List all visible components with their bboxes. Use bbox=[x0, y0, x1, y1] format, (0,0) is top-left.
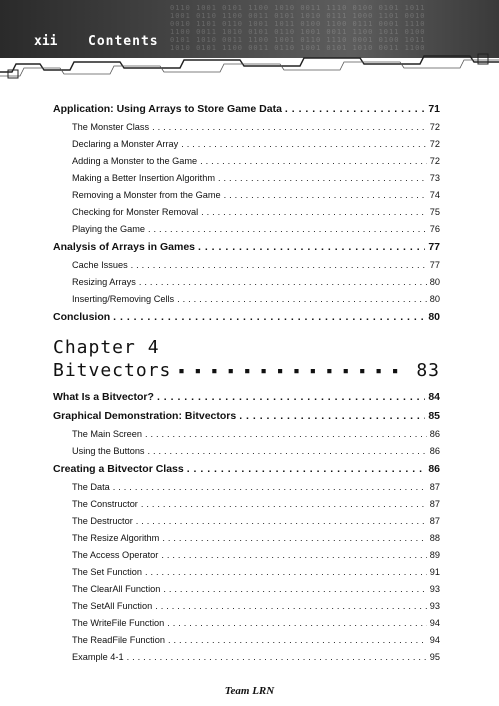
leader-dots bbox=[162, 530, 426, 547]
toc-entry-label: Conclusion bbox=[53, 311, 111, 323]
toc-entry-page: 86 bbox=[428, 463, 440, 475]
toc-entry-label: Playing the Game bbox=[72, 224, 146, 234]
toc-entry-subheading[interactable] bbox=[53, 221, 440, 238]
leader-dots bbox=[181, 136, 427, 153]
toc-entry-label: The Destructor bbox=[72, 516, 133, 526]
toc-entry-page: 72 bbox=[429, 156, 440, 166]
toc-entry-label: The Set Function bbox=[72, 567, 142, 577]
circuit-line-decoration bbox=[0, 40, 499, 82]
chapter-page: 83 bbox=[416, 360, 440, 381]
toc-entry-page: 95 bbox=[429, 652, 440, 662]
toc-entry-subheading[interactable] bbox=[53, 496, 440, 513]
toc-entry-label: Adding a Monster to the Game bbox=[72, 156, 198, 166]
toc-entry-subheading[interactable] bbox=[53, 426, 440, 443]
toc-entry-label: Example 4-1 bbox=[72, 652, 124, 662]
toc-entry-page: 93 bbox=[429, 601, 440, 611]
toc-entry-label: The Data bbox=[72, 482, 110, 492]
toc-entry-page: 72 bbox=[429, 139, 440, 149]
toc-entry-page: 80 bbox=[428, 311, 440, 323]
toc-entry-page: 85 bbox=[428, 410, 440, 422]
leader-dots bbox=[224, 187, 427, 204]
toc-entry-label: The Resize Algorithm bbox=[72, 533, 160, 543]
leader-dots bbox=[155, 598, 427, 615]
toc-entry-label: The SetAll Function bbox=[72, 601, 153, 611]
toc-entry-heading[interactable] bbox=[53, 460, 440, 479]
running-title: Contents bbox=[88, 34, 159, 49]
page-number: xii bbox=[34, 34, 58, 49]
toc-entry-label: Declaring a Monster Array bbox=[72, 139, 179, 149]
toc-entry-subheading[interactable] bbox=[53, 530, 440, 547]
toc-entry-page: 72 bbox=[429, 122, 440, 132]
toc-entry-label: The Monster Class bbox=[72, 122, 150, 132]
footer-text: Team LRN bbox=[224, 685, 275, 697]
leader-dots bbox=[145, 564, 427, 581]
toc-entry-subheading[interactable] bbox=[53, 136, 440, 153]
toc-entry-subheading[interactable] bbox=[53, 513, 440, 530]
chapter-label: Chapter 4 bbox=[53, 337, 160, 358]
toc-entry-heading[interactable] bbox=[53, 100, 440, 119]
toc-entry-label: Application: Using Arrays to Store Game Data bbox=[53, 103, 282, 115]
toc-entry-label: The Access Operator bbox=[72, 550, 159, 560]
toc-entry-label: Cache Issues bbox=[72, 260, 128, 270]
leader-dots bbox=[177, 291, 427, 308]
leader-dots bbox=[161, 547, 426, 564]
leader-dots bbox=[218, 170, 427, 187]
toc-entry-label: The ReadFile Function bbox=[72, 635, 165, 645]
toc-entry-page: 88 bbox=[429, 533, 440, 543]
toc-entry-subheading[interactable] bbox=[53, 547, 440, 564]
leader-dots bbox=[167, 615, 427, 632]
toc-entry-page: 77 bbox=[429, 260, 440, 270]
toc-entry-page: 94 bbox=[429, 635, 440, 645]
toc-entry-page: 91 bbox=[429, 567, 440, 577]
toc-entry-subheading[interactable] bbox=[53, 443, 440, 460]
leader-dots bbox=[187, 460, 426, 479]
toc-entry-label: Creating a Bitvector Class bbox=[53, 463, 184, 475]
toc-entry-label: The Constructor bbox=[72, 499, 138, 509]
toc-entry-page: 77 bbox=[428, 241, 440, 253]
toc-entry-subheading[interactable] bbox=[53, 479, 440, 496]
toc-entry-label: The WriteFile Function bbox=[72, 618, 165, 628]
toc-entry-label: The Main Screen bbox=[72, 429, 142, 439]
leader-dots bbox=[239, 407, 425, 426]
toc-entry-label: Making a Better Insertion Algorithm bbox=[72, 173, 215, 183]
toc-entry-heading[interactable] bbox=[53, 308, 440, 327]
toc-entry-subheading[interactable] bbox=[53, 153, 440, 170]
toc-entry-subheading[interactable] bbox=[53, 187, 440, 204]
toc-entry-heading[interactable] bbox=[53, 407, 440, 426]
toc-entry-subheading[interactable] bbox=[53, 615, 440, 632]
toc-entry-page: 73 bbox=[429, 173, 440, 183]
toc-entry-page: 86 bbox=[429, 446, 440, 456]
toc-entry-label: Using the Buttons bbox=[72, 446, 145, 456]
toc-entry-page: 87 bbox=[429, 499, 440, 509]
page-header bbox=[0, 0, 499, 82]
toc-entry-page: 87 bbox=[429, 516, 440, 526]
chapter-title: Bitvectors bbox=[53, 360, 172, 381]
toc-entry-label: The ClearAll Function bbox=[72, 584, 161, 594]
toc-entry-heading[interactable] bbox=[53, 238, 440, 257]
toc-entry-label: Graphical Demonstration: Bitvectors bbox=[53, 410, 237, 422]
leader-dots bbox=[148, 221, 427, 238]
toc-entry-page: 94 bbox=[429, 618, 440, 628]
toc-entry-page: 80 bbox=[429, 294, 440, 304]
leader-dots bbox=[201, 204, 427, 221]
toc-entry-subheading[interactable] bbox=[53, 204, 440, 221]
chapter-leader-dots bbox=[179, 359, 408, 383]
toc-entry-label: Inserting/Removing Cells bbox=[72, 294, 175, 304]
toc-entry-label: Resizing Arrays bbox=[72, 277, 136, 287]
leader-dots bbox=[285, 100, 425, 119]
toc-entry-page: 71 bbox=[428, 103, 440, 115]
toc-entry-subheading[interactable] bbox=[53, 274, 440, 291]
leader-dots bbox=[198, 238, 425, 257]
toc-entry-subheading[interactable] bbox=[53, 581, 440, 598]
toc-entry-page: 76 bbox=[429, 224, 440, 234]
leader-dots bbox=[168, 632, 427, 649]
toc-entry-subheading[interactable] bbox=[53, 170, 440, 187]
leader-dots bbox=[148, 443, 427, 460]
binary-pattern-decoration: 0110 1001 0101 1100 1010 0011 1110 0100 0101 1011 1001 0110 1100 0011 0101 1010 0111 1000 1101 0010 0010 1101 0110 1001 1011 0100 1100 0111 0001 1110 1100 0011 1010 0101 0110 1001 0011 1100 1011 0100 0101 1010 0011 1100 1001 0110 1110 0001 0100 1011 1010 0101 1100 0011 0110 1001 0101 1010 0011 1100 bbox=[170, 4, 426, 52]
leader-dots bbox=[113, 479, 427, 496]
toc-section-arrays bbox=[53, 100, 440, 327]
toc-entry-page: 89 bbox=[429, 550, 440, 560]
toc-entry-page: 93 bbox=[429, 584, 440, 594]
toc-entry-page: 75 bbox=[429, 207, 440, 217]
toc-section-bitvectors bbox=[53, 388, 440, 666]
toc-entry-subheading[interactable] bbox=[53, 649, 440, 666]
leader-dots bbox=[157, 388, 425, 407]
leader-dots bbox=[139, 274, 427, 291]
leader-dots bbox=[152, 119, 427, 136]
toc-entry-subheading[interactable] bbox=[53, 598, 440, 615]
leader-dots bbox=[127, 649, 427, 666]
toc-entry-heading[interactable] bbox=[53, 388, 440, 407]
leader-dots bbox=[200, 153, 427, 170]
leader-dots bbox=[113, 308, 425, 327]
toc-entry-page: 80 bbox=[429, 277, 440, 287]
toc-entry-subheading[interactable] bbox=[53, 257, 440, 274]
leader-dots bbox=[141, 496, 427, 513]
toc-entry-label: What Is a Bitvector? bbox=[53, 391, 154, 403]
leader-dots bbox=[131, 257, 427, 274]
leader-dots bbox=[163, 581, 426, 598]
toc-entry-page: 87 bbox=[429, 482, 440, 492]
toc-entry-page: 86 bbox=[429, 429, 440, 439]
chapter-heading bbox=[53, 337, 440, 383]
leader-dots bbox=[145, 426, 427, 443]
toc-entry-label: Analysis of Arrays in Games bbox=[53, 241, 196, 253]
leader-dots bbox=[136, 513, 427, 530]
toc-entry-page: 74 bbox=[429, 190, 440, 200]
toc-entry-subheading[interactable] bbox=[53, 119, 440, 136]
toc-entry-page: 84 bbox=[428, 391, 440, 403]
toc-entry-label: Removing a Monster from the Game bbox=[72, 190, 221, 200]
toc-entry-subheading[interactable] bbox=[53, 564, 440, 581]
toc-entry-subheading[interactable] bbox=[53, 291, 440, 308]
toc-entry-label: Checking for Monster Removal bbox=[72, 207, 199, 217]
toc-entry-subheading[interactable] bbox=[53, 632, 440, 649]
